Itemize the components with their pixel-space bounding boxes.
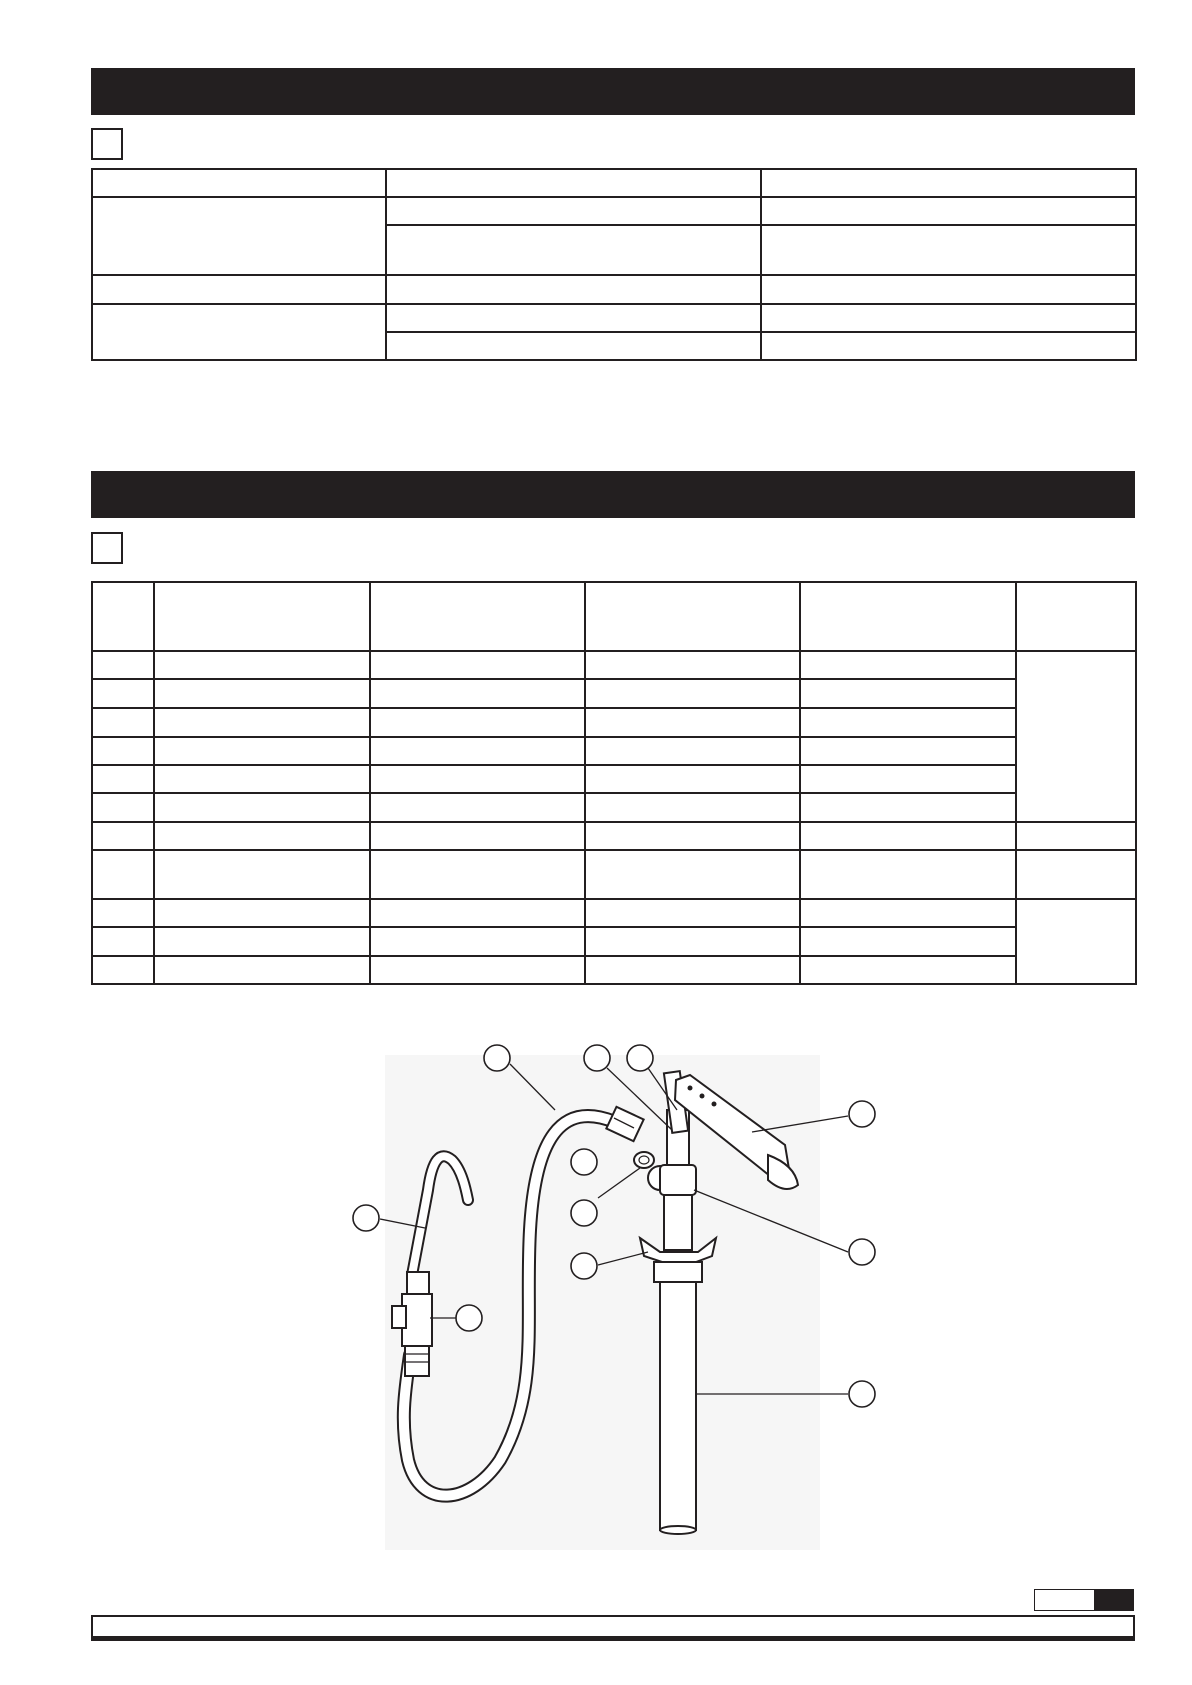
table-cell — [800, 927, 1016, 956]
callout-3 — [627, 1045, 653, 1071]
callout-5 — [571, 1149, 597, 1175]
table-cell — [92, 956, 154, 984]
section-2-marker-box — [91, 532, 123, 564]
table-cell — [92, 765, 154, 793]
table-cell — [154, 850, 370, 899]
table-cell — [370, 899, 585, 927]
section-1-marker-box — [91, 128, 123, 160]
table-row — [92, 850, 1136, 899]
table-cell — [386, 169, 761, 197]
table-cell — [92, 169, 386, 197]
table-cell — [154, 651, 370, 679]
table-row — [92, 899, 1136, 927]
table-cell — [386, 332, 761, 360]
table-row — [92, 197, 1136, 225]
table-cell — [800, 737, 1016, 765]
footer-bar — [91, 1615, 1135, 1641]
o-ring — [634, 1152, 654, 1168]
table-cell — [370, 737, 585, 765]
callout-6 — [353, 1205, 379, 1231]
table-cell — [761, 197, 1136, 225]
table-cell — [1016, 651, 1136, 822]
table-cell — [370, 708, 585, 737]
header-cell — [800, 582, 1016, 651]
table-cell — [800, 956, 1016, 984]
table-cell — [585, 651, 800, 679]
header-cell — [154, 582, 370, 651]
table-row — [92, 708, 1136, 737]
table-cell — [370, 927, 585, 956]
table-cell — [585, 765, 800, 793]
table-cell — [154, 765, 370, 793]
pump-exploded-diagram — [0, 1030, 1192, 1560]
callout-2 — [584, 1045, 610, 1071]
table-cell — [370, 850, 585, 899]
table-cell — [154, 899, 370, 927]
table-cell — [370, 765, 585, 793]
table-row — [92, 275, 1136, 304]
table-cell — [154, 679, 370, 708]
table-cell — [386, 304, 761, 332]
table-row — [92, 956, 1136, 984]
table-cell — [585, 850, 800, 899]
table-cell — [92, 737, 154, 765]
table-cell — [585, 708, 800, 737]
table-header-row — [92, 582, 1136, 651]
page-number-left — [1034, 1589, 1095, 1611]
table-cell — [800, 899, 1016, 927]
suction-tube — [660, 1282, 696, 1534]
table-cell — [585, 927, 800, 956]
page-number-right — [1095, 1589, 1134, 1611]
table-cell — [800, 708, 1016, 737]
callout-9 — [571, 1253, 597, 1279]
section-1-title-bar — [91, 68, 1135, 115]
table-cell — [154, 822, 370, 850]
table-cell — [92, 850, 154, 899]
table-row — [92, 737, 1136, 765]
header-cell — [370, 582, 585, 651]
callout-4 — [849, 1101, 875, 1127]
table-cell — [92, 822, 154, 850]
table-row — [92, 765, 1136, 793]
table-cell — [370, 793, 585, 822]
table-cell — [92, 708, 154, 737]
table-cell — [386, 275, 761, 304]
callout-8 — [849, 1239, 875, 1265]
table-cell — [386, 197, 761, 225]
parts-list-table — [91, 581, 1137, 985]
callout-7 — [571, 1200, 597, 1226]
table-cell — [800, 679, 1016, 708]
callout-10 — [456, 1305, 482, 1331]
table-cell — [585, 793, 800, 822]
table-cell — [585, 956, 800, 984]
header-cell — [585, 582, 800, 651]
table-cell — [585, 737, 800, 765]
table-row — [92, 793, 1136, 822]
table-cell — [761, 332, 1136, 360]
table-cell — [800, 850, 1016, 899]
table-cell — [92, 651, 154, 679]
table-cell — [92, 793, 154, 822]
table-cell — [800, 822, 1016, 850]
specifications-table — [91, 168, 1137, 361]
table-cell — [92, 679, 154, 708]
table-cell — [800, 765, 1016, 793]
table-cell — [585, 679, 800, 708]
table-cell — [1016, 822, 1136, 850]
table-cell — [1016, 899, 1136, 984]
table-cell — [370, 822, 585, 850]
table-cell — [585, 822, 800, 850]
table-row — [92, 822, 1136, 850]
table-row — [92, 304, 1136, 332]
table-cell — [154, 737, 370, 765]
table-cell — [761, 304, 1136, 332]
table-cell — [761, 169, 1136, 197]
table-cell — [761, 275, 1136, 304]
table-cell — [92, 927, 154, 956]
table-cell — [1016, 850, 1136, 899]
table-cell — [154, 927, 370, 956]
header-cell — [92, 582, 154, 651]
table-cell — [92, 899, 154, 927]
table-row — [92, 169, 1136, 197]
table-cell — [92, 304, 386, 360]
table-cell — [370, 679, 585, 708]
table-cell — [386, 225, 761, 275]
table-cell — [585, 899, 800, 927]
table-cell — [800, 793, 1016, 822]
table-cell — [92, 197, 386, 275]
table-row — [92, 651, 1136, 679]
callout-1 — [484, 1045, 510, 1071]
table-cell — [761, 225, 1136, 275]
table-cell — [800, 651, 1016, 679]
table-cell — [154, 708, 370, 737]
table-row — [92, 679, 1136, 708]
table-cell — [370, 956, 585, 984]
table-cell — [154, 956, 370, 984]
callout-11 — [849, 1381, 875, 1407]
table-cell — [370, 651, 585, 679]
section-2-title-bar — [91, 471, 1135, 518]
table-cell — [154, 793, 370, 822]
table-cell — [92, 275, 386, 304]
header-cell — [1016, 582, 1136, 651]
table-row — [92, 927, 1136, 956]
